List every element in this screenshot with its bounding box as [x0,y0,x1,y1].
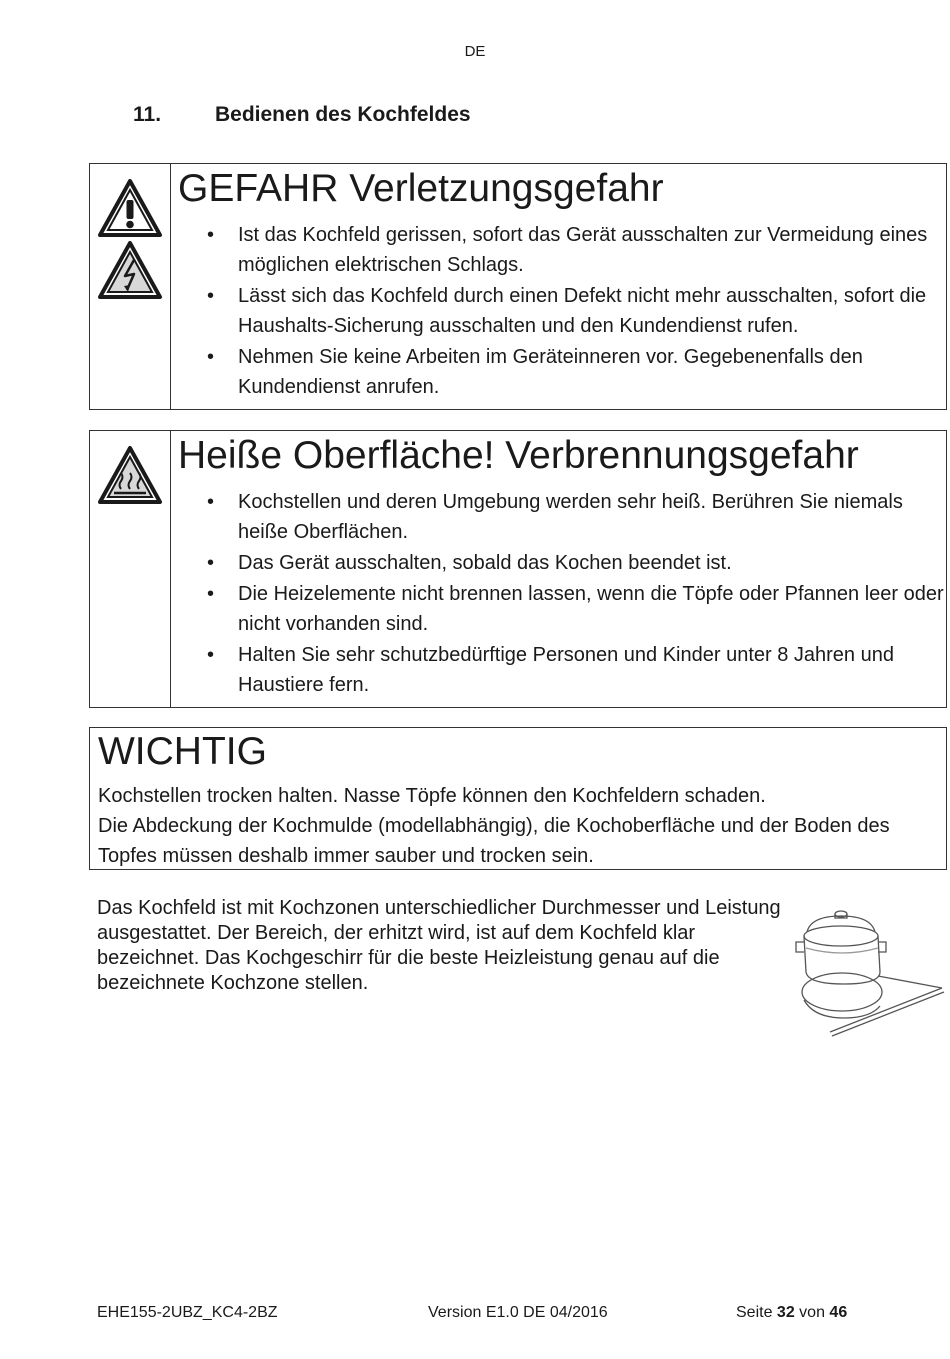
danger-icon-column [90,164,171,409]
footer-page-number: Seite 32 von 46 [736,1304,848,1321]
section-number: 11. [133,103,162,126]
danger-box [89,163,947,410]
footer-version: Version E1.0 DE 04/2016 [428,1304,608,1321]
important-line: Die Abdeckung der Kochmulde (modellabhängig), die Kochoberfläche und der Boden des Topfes müssen deshalb immer sauber und trocken sein. [98,815,890,867]
list-item: • Kochstellen und deren Umgebung werden sehr heiß. Berühren Sie niemals heiße Oberflächen. [207,491,903,543]
pot-on-cooktop-icon [790,900,945,1040]
important-line: Kochstellen trocken halten. Nasse Töpfe können den Kochfeldern schaden. [98,785,766,807]
danger-list [178,220,946,402]
list-item: • Lässt sich das Kochfeld durch einen Defekt nicht mehr ausschalten, sofort die Haushalts-Sicherung ausschalten und den Kundendienst rufen. [207,285,927,337]
general-warning-icon [97,178,163,238]
list-item: • Halten Sie sehr schutzbedürftige Personen und Kinder unter 8 Jahren und Haustiere fern. [207,644,894,696]
hot-list [178,487,946,700]
danger-title: GEFAHR Verletzungsgefahr [178,167,664,210]
hot-surface-icon [97,445,163,505]
list-item: • Das Gerät ausschalten, sobald das Kochen beendet ist. [207,552,732,574]
hot-surface-box [89,430,947,708]
hot-title: Heiße Oberfläche! Verbrennungsgefahr [178,434,859,477]
list-item: • Nehmen Sie keine Arbeiten im Geräteinneren vor. Gegebenenfalls den Kundendienst anrufen. [207,346,863,398]
important-title: WICHTIG [98,730,267,773]
electric-shock-icon [97,240,163,300]
important-box [89,727,947,870]
section-heading [133,103,471,127]
list-item: • Ist das Kochfeld gerissen, sofort das Gerät ausschalten zur Vermeidung eines möglichen elektrischen Schlags. [207,224,928,276]
list-item: • Die Heizelemente nicht brennen lassen, wenn die Töpfe oder Pfannen leer oder nicht vorhanden sind. [207,583,944,635]
body-paragraph: Das Kochfeld ist mit Kochzonen unterschiedlicher Durchmesser und Leistung ausgestattet. Der Bereich, der erhitzt wird, ist auf dem Kochfeld klar bezeichnet. Das Kochgeschirr für die beste Heizleistung genau auf die bezeichnete Kochzone stellen. [97,897,781,994]
hot-icon-column [90,431,171,707]
hot-content [178,431,946,700]
danger-content [178,164,946,402]
header-language: DE [464,43,486,60]
footer-model: EHE155-2UBZ_KC4-2BZ [97,1304,278,1321]
section-title: Bedienen des Kochfeldes [215,103,471,126]
